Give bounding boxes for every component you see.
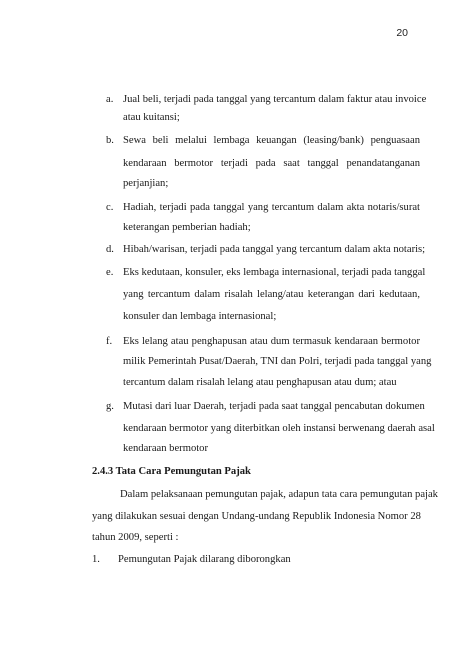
list-item-line: Hibah/warisan, terjadi pada tanggal yang tercantum dalam akta notaris;	[123, 244, 426, 255]
list-marker: b.	[106, 135, 114, 146]
list-marker: c.	[106, 202, 114, 213]
list-item-line: kendaraan bermotor	[123, 443, 209, 454]
list-item-line: Mutasi dari luar Daerah, terjadi pada saat tanggal pencabutan dokumen	[123, 401, 425, 412]
paragraph-line: tahun 2009, seperti :	[92, 532, 179, 543]
list-item-line: kendaraan bermotor terjadi pada saat tanggal penandatanganan	[123, 158, 420, 169]
list-item-line: Sewa beli melalui lembaga keuangan (leasing/bank) penguasaan	[123, 135, 420, 146]
list-item-line: Eks kedutaan, konsuler, eks lembaga internasional, terjadi pada tanggal	[123, 267, 426, 278]
list-marker: d.	[106, 244, 114, 255]
list-item-line: atau kuitansi;	[123, 112, 180, 123]
list-item-line: Jual beli, terjadi pada tanggal yang tercantum dalam faktur atau invoice	[123, 94, 427, 105]
list-item-line: konsuler dan lembaga internasional;	[123, 311, 277, 322]
list-marker: f.	[106, 336, 113, 347]
list-item-line: perjanjian;	[123, 178, 169, 189]
list-item-line: yang tercantum dalam risalah lelang/atau keterangan dari kedutaan,	[123, 289, 420, 300]
numbered-item-text: Pemungutan Pajak dilarang diborongkan	[118, 554, 291, 565]
list-marker: a.	[106, 94, 114, 105]
list-item-line: tercantum dalam risalah lelang atau penghapusan atau dum; atau	[123, 377, 397, 388]
numbered-marker: 1.	[92, 554, 100, 565]
page-number: 20	[396, 27, 408, 39]
list-marker: g.	[106, 401, 114, 412]
section-heading: 2.4.3 Tata Cara Pemungutan Pajak	[92, 466, 251, 477]
list-marker: e.	[106, 267, 114, 278]
list-item-line: kendaraan bermotor yang diterbitkan oleh instansi berwenang daerah asal	[123, 423, 435, 434]
list-item-line: Hadiah, terjadi pada tanggal yang tercantum dalam akta notaris/surat	[123, 202, 420, 213]
paragraph-line: yang dilakukan sesuai dengan Undang-undang Republik Indonesia Nomor 28	[92, 511, 421, 522]
list-item-line: keterangan pemberian hadiah;	[123, 222, 251, 233]
list-item-line: milik Pemerintah Pusat/Daerah, TNI dan Polri, terjadi pada tanggal yang	[123, 356, 432, 367]
list-item-line: Eks lelang atau penghapusan atau dum termasuk kendaraan bermotor	[123, 336, 420, 347]
paragraph-line: Dalam pelaksanaan pemungutan pajak, adapun tata cara pemungutan pajak	[120, 489, 438, 500]
